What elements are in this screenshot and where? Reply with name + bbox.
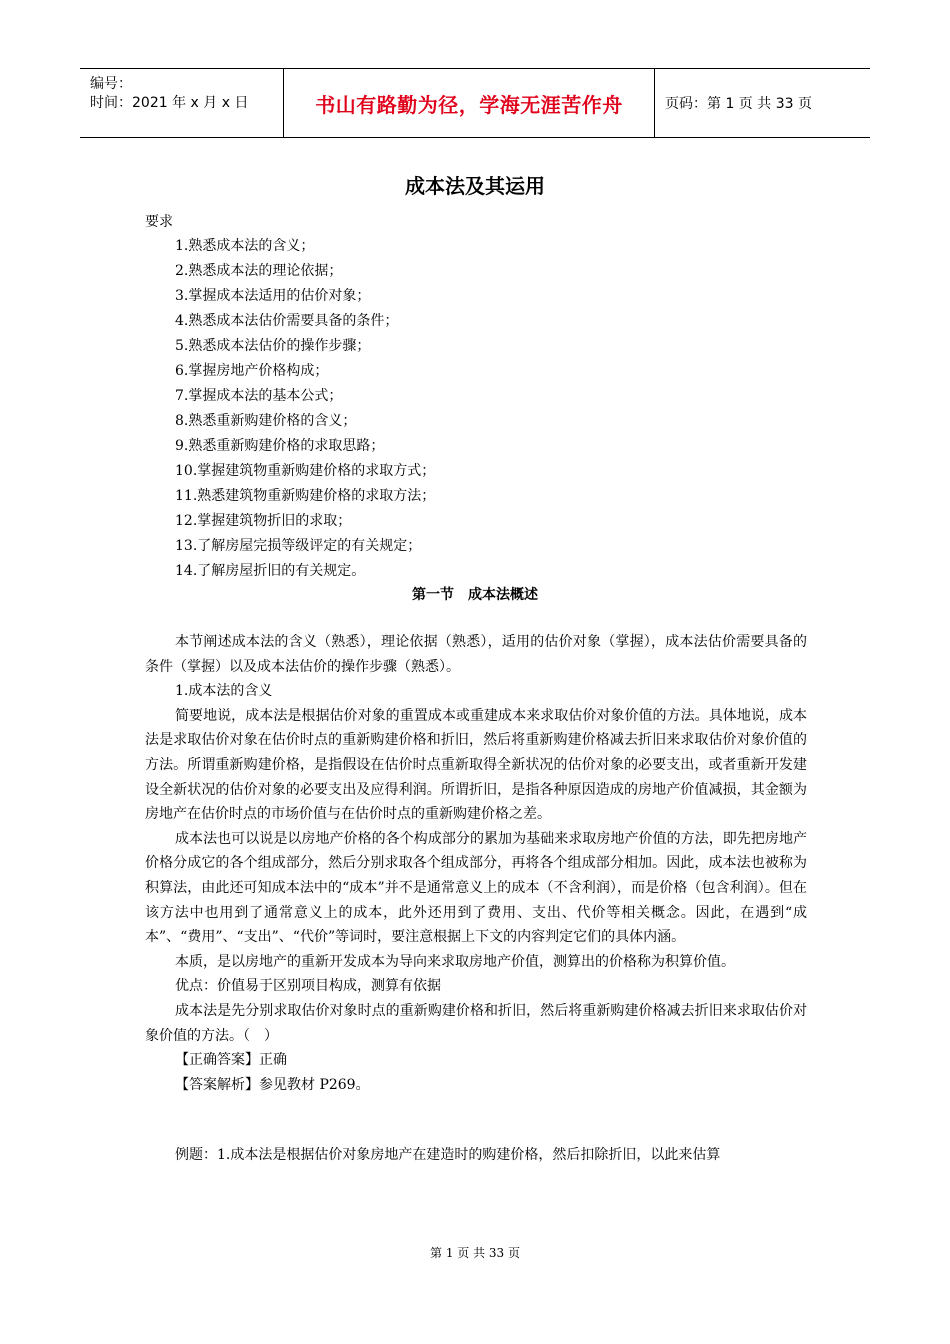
paragraph: 本节阐述成本法的含义（熟悉），理论依据（熟悉），适用的估价对象（掌握），成本法估价需要具备的条件（掌握）以及成本法估价的操作步骤（熟悉）。	[145, 634, 807, 675]
requirement-item: 9.熟悉重新购建价格的求取思路；	[175, 438, 385, 454]
answer-line: 【正确答案】正确	[175, 1052, 287, 1069]
example-paragraph: 例题：1.成本法是根据估价对象房地产在建造时的购建价格，然后扣除折旧，以此来估算	[175, 1147, 721, 1164]
header-page-info: 页码：第 1 页 共 33 页	[665, 96, 812, 112]
time-label: 时间：2021 年 x 月 x 日	[90, 95, 249, 111]
requirement-item: 8.熟悉重新购建价格的含义；	[175, 413, 357, 429]
header-table	[80, 68, 870, 138]
header-motto: 书山有路勤为径，学海无涯苦作舟	[315, 92, 623, 117]
requirement-item: 14.了解房屋折旧的有关规定。	[175, 563, 366, 579]
paragraph: 成本法也可以说是以房地产价格的各个构成部分的累加为基础来求取房地产价值的方法，即先把房地产价格分成它的各个组成部分，然后分别求取各个组成部分，再将各个组成部分相加。因此，成本法也被称为积算法，由此还可知成本法中的“成本”并不是通常意义上的成本（不含利润），而是价格（包含利润）。但在该方法中也用到了通常意义上的成本，此外还用到了费用、支出、代价等相关概念。因此，在遇到“成本”、“费用”、“支出”、“代价”等词时，要注意根据上下文的内容判定它们的具体内涵。	[145, 830, 807, 946]
paragraph: 1.成本法的含义	[175, 683, 273, 700]
requirements-heading: 要求	[145, 214, 173, 230]
requirement-item: 4.熟悉成本法估价需要具备的条件；	[175, 313, 399, 329]
header-left-cell	[80, 69, 283, 137]
requirement-item: 10.掌握建筑物重新购建价格的求取方式；	[175, 463, 436, 479]
spacer	[145, 1097, 807, 1143]
paragraph: 优点：价值易于区别项目构成，测算有依据	[175, 978, 441, 995]
explanation-line: 【答案解析】参见教材 P269。	[175, 1076, 370, 1093]
header-divider	[654, 69, 655, 137]
requirement-item: 7.掌握成本法的基本公式；	[175, 388, 343, 404]
requirements-list	[175, 234, 435, 584]
document-title: 成本法及其运用	[405, 174, 545, 198]
requirement-item: 6.掌握房地产价格构成；	[175, 363, 329, 379]
requirement-item: 12.掌握建筑物折旧的求取；	[175, 513, 352, 529]
body-text	[145, 630, 807, 1168]
requirement-item: 13.了解房屋完损等级评定的有关规定；	[175, 538, 422, 554]
section-title: 第一节 成本法概述	[412, 587, 538, 603]
requirement-item: 1.熟悉成本法的含义；	[175, 238, 315, 254]
requirement-item: 3.掌握成本法适用的估价对象；	[175, 288, 371, 304]
requirement-item: 5.熟悉成本法估价的操作步骤；	[175, 338, 371, 354]
number-label: 编号：	[90, 76, 132, 92]
requirement-item: 2.熟悉成本法的理论依据；	[175, 263, 343, 279]
paragraph: 简要地说，成本法是根据估价对象的重置成本或重建成本来求取估价对象价值的方法。具体地说，成本法是求取估价对象在估价时点的重新购建价格和折旧，然后将重新购建价格减去折旧来求取估价对象价值的方法。所谓重新购建价格，是指假设在估价时点重新取得全新状况的估价对象的必要支出，或者重新开发建设全新状况的估价对象的必要支出及应得利润。所谓折旧，是指各种原因造成的房地产价值减损，其金额为房地产在估价时点的市场价值与在估价时点的重新购建价格之差。	[145, 707, 807, 823]
page-footer: 第 1 页 共 33 页	[430, 1246, 520, 1260]
paragraph: 成本法是先分别求取估价对象时点的重新购建价格和折旧，然后将重新购建价格减去折旧来求取估价对象价值的方法。（ ）	[145, 1002, 807, 1044]
paragraph: 本质，是以房地产的重新开发成本为导向来求取房地产价值，测算出的价格称为积算价值。	[175, 953, 735, 970]
requirement-item: 11.熟悉建筑物重新购建价格的求取方法；	[175, 488, 436, 504]
